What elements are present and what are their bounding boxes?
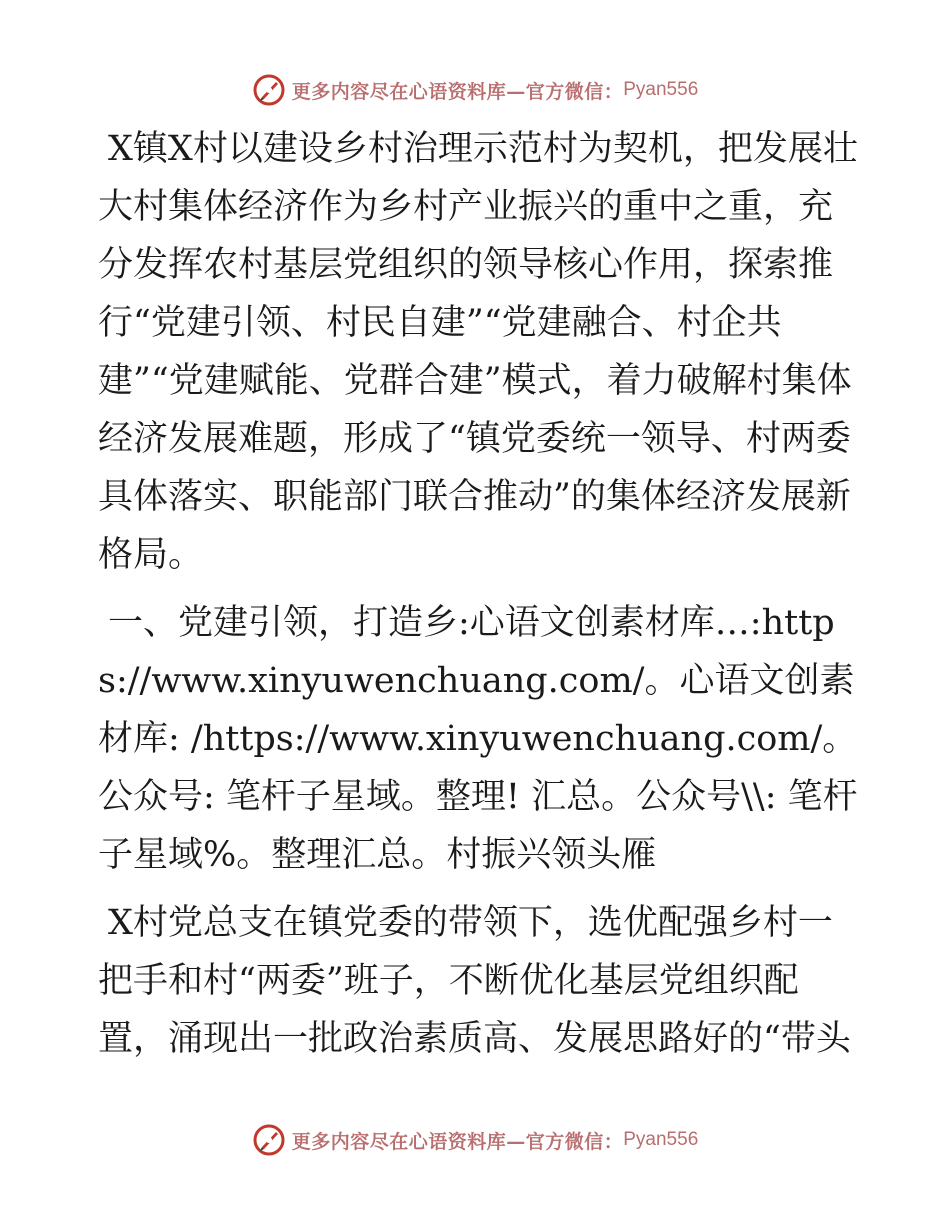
pen-logo-icon: [252, 1123, 286, 1157]
footer-banner-text: 更多内容尽在心语资料库—官方微信：: [291, 1130, 624, 1153]
paragraph-section-one: 一、党建引领，打造乡:心语文创素材库…:https://www.xinyuwenchuang.com/。心语文创素材库: /https://www.xinyuwenchuang.com/。公众号: 笔杆子星域。整理! 汇总。公众号\\: 笔杆子星域%。整理汇总。村振兴领头雁: [98, 603, 858, 875]
header-banner-wechat-id: Pyan556: [623, 79, 699, 100]
footer-banner-wechat-id: Pyan556: [623, 1129, 699, 1150]
paragraph-intro: X镇X村以建设乡村治理示范村为契机，把发展壮大村集体经济作为乡村产业振兴的重中之重，充分发挥农村基层党组织的领导核心作用，探索推行“党建引领、村民自建”“党建融合、村企共建”“党建赋能、党群合建”模式，着力破解村集体经济发展难题，形成了“镇党委统一领导、村两委具体落实、职能部门联合推动”的集体经济发展新格局。: [98, 129, 858, 575]
header-banner: [0, 70, 950, 110]
pen-logo-icon: [252, 73, 286, 107]
document-body: [98, 120, 858, 1078]
paragraph-section-one-body: X村党总支在镇党委的带领下，选优配强乡村一把手和村“两委”班子，不断优化基层党组织配置，涌现出一批政治素质高、发展思路好的“带头: [98, 903, 851, 1059]
footer-banner: [0, 1120, 950, 1160]
header-banner-text: 更多内容尽在心语资料库—官方微信：: [291, 80, 624, 103]
